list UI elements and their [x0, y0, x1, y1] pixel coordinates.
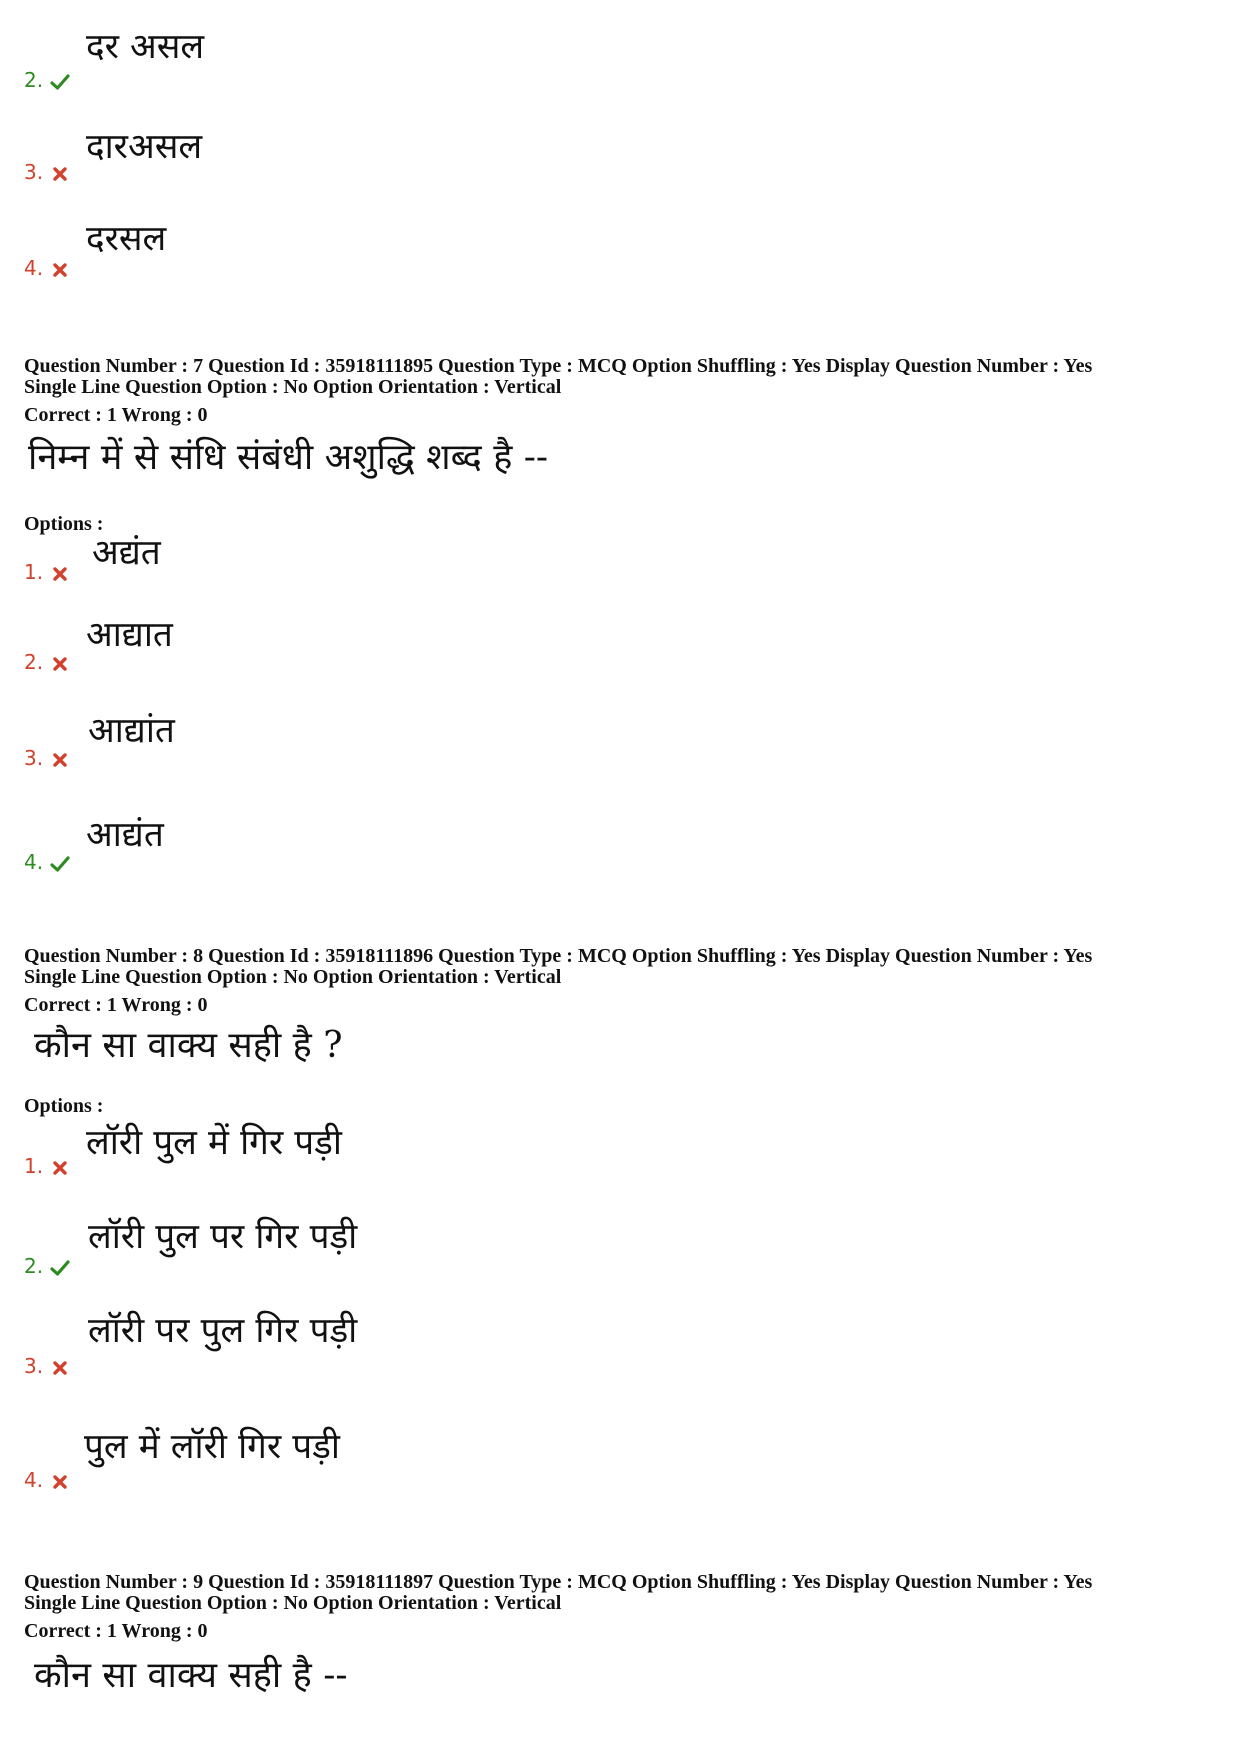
- question-meta-line: Single Line Question Option : No Option Orientation : Vertical: [24, 1592, 562, 1614]
- option-number: 2.: [24, 70, 71, 92]
- cross-icon: [49, 654, 71, 674]
- option-text: लॉरी पर पुल गिर पड़ी: [88, 1311, 358, 1351]
- option-number: 3.: [24, 162, 71, 184]
- option-number: 4.: [24, 258, 71, 280]
- option-number: 3.: [24, 1356, 71, 1378]
- cross-icon: [49, 1472, 71, 1492]
- cross-icon: [49, 1358, 71, 1378]
- check-icon: [49, 854, 71, 874]
- options-label: Options :: [24, 513, 104, 535]
- option-number: 3.: [24, 748, 71, 770]
- question-meta-line: Single Line Question Option : No Option Orientation : Vertical: [24, 376, 562, 398]
- option-number: 1.: [24, 1156, 71, 1178]
- cross-icon: [49, 564, 71, 584]
- option-text: आद्यंत: [86, 815, 164, 855]
- option-number: 1.: [24, 562, 71, 584]
- question-meta-line: Question Number : 7 Question Id : 35918111895 Question Type : MCQ Option Shuffling : Yes Display Question Number : Yes: [24, 355, 1093, 377]
- option-text: लॉरी पुल पर गिर पड़ी: [88, 1217, 358, 1257]
- option-text: अद्यंत: [92, 533, 161, 573]
- option-text: दारअसल: [86, 127, 203, 167]
- check-icon: [49, 72, 71, 92]
- option-text: पुल में लॉरी गिर पड़ी: [84, 1427, 340, 1467]
- cross-icon: [49, 750, 71, 770]
- question-text: कौन सा वाक्य सही है --: [34, 1655, 348, 1696]
- question-text: कौन सा वाक्य सही है ?: [34, 1025, 343, 1066]
- check-icon: [49, 1258, 71, 1278]
- question-meta-line: Question Number : 9 Question Id : 35918111897 Question Type : MCQ Option Shuffling : Yes Display Question Number : Yes: [24, 1571, 1093, 1593]
- option-number: 4.: [24, 852, 71, 874]
- option-text: दरसल: [86, 219, 167, 259]
- option-text: आद्यात: [86, 615, 173, 655]
- marking-scheme: Correct : 1 Wrong : 0: [24, 994, 208, 1016]
- option-text: दर असल: [86, 27, 205, 67]
- marking-scheme: Correct : 1 Wrong : 0: [24, 1620, 208, 1642]
- options-label: Options :: [24, 1095, 104, 1117]
- option-text: लॉरी पुल में गिर पड़ी: [86, 1123, 342, 1163]
- option-number: 2.: [24, 1256, 71, 1278]
- question-meta-line: Single Line Question Option : No Option Orientation : Vertical: [24, 966, 562, 988]
- option-number: 4.: [24, 1470, 71, 1492]
- question-text: निम्न में से संधि संबंधी अशुद्धि शब्द है --: [28, 437, 549, 478]
- option-number: 2.: [24, 652, 71, 674]
- cross-icon: [49, 164, 71, 184]
- option-text: आद्यांत: [88, 711, 175, 751]
- cross-icon: [49, 1158, 71, 1178]
- cross-icon: [49, 260, 71, 280]
- marking-scheme: Correct : 1 Wrong : 0: [24, 404, 208, 426]
- question-meta-line: Question Number : 8 Question Id : 35918111896 Question Type : MCQ Option Shuffling : Yes Display Question Number : Yes: [24, 945, 1093, 967]
